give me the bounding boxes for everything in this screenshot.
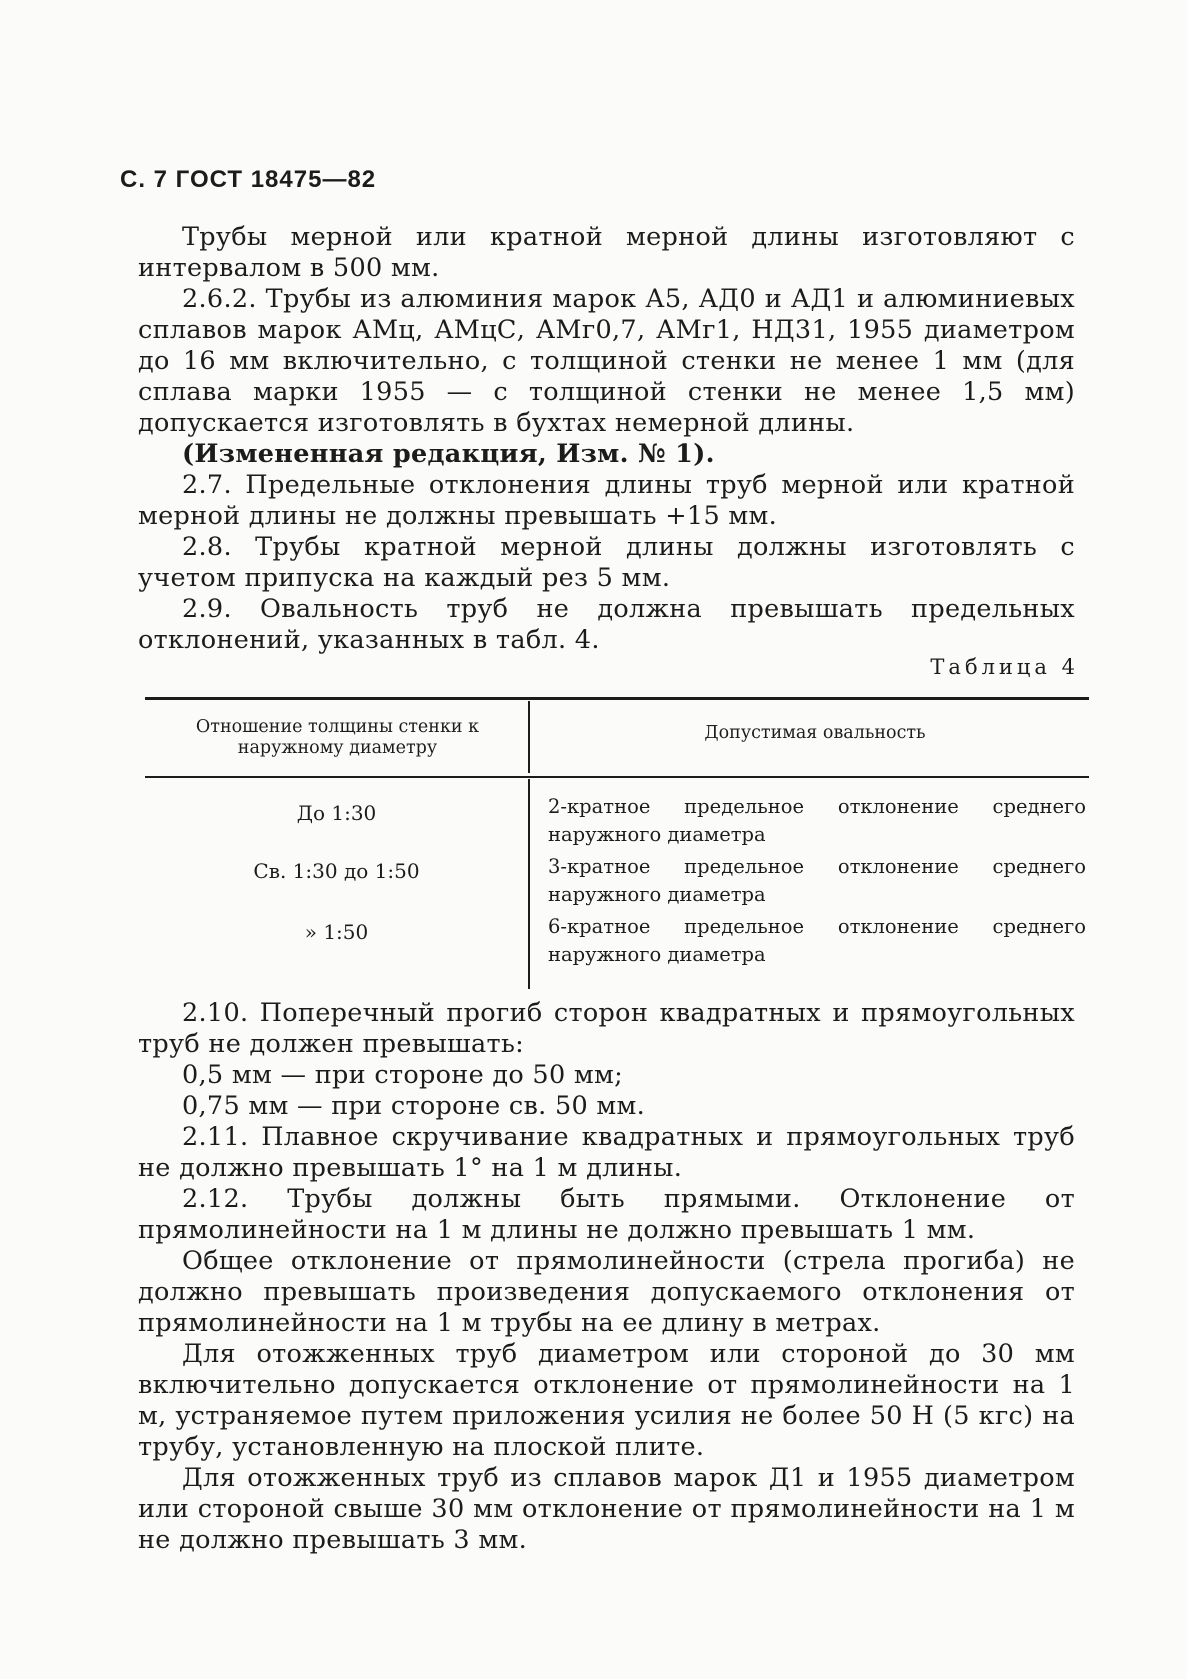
text-block-before-table	[138, 222, 1075, 656]
table-cell-ovality-3: 6-кратное предельное отклонение среднего наружного диаметра	[548, 915, 1086, 966]
paragraph-2-11: 2.11. Плавное скручивание квадратных и прямоугольных труб не должно превышать 1° на 1 м длины.	[138, 1122, 1075, 1183]
paragraph-measured-length: Трубы мерной или кратной мерной длины изготовляют с интервалом в 500 мм.	[138, 222, 1075, 283]
table-cell-ratio-1: До 1:30	[296, 801, 377, 825]
paragraph-2-6-2: 2.6.2. Трубы из алюминия марок А5, АД0 и АД1 и алюминиевых сплавов марок АМц, АМцС, АМг0,7, АМг1, НД31, 1955 диаметром до 16 мм включительно, с толщиной стенки не менее 1 мм (для сплава марки 1955 — с толщиной стенки не менее 1,5 мм) допускается изготовлять в бухтах немерной длины.	[138, 284, 1075, 438]
paragraph-2-10: 2.10. Поперечный прогиб сторон квадратных и прямоугольных труб не должен превышать:	[138, 998, 1075, 1059]
page-header: С. 7 ГОСТ 18475—82	[120, 166, 377, 193]
table-caption: Таблица 4	[930, 655, 1079, 679]
paragraph-annealed-d1-1955: Для отожженных труб из сплавов марок Д1 и 1955 диаметром или стороной свыше 30 мм отклонение от прямолинейности на 1 м не должно превышать 3 мм.	[138, 1463, 1075, 1555]
table-header-divider	[528, 701, 530, 773]
paragraph-deflection-over-50: 0,75 мм — при стороне св. 50 мм.	[182, 1091, 646, 1121]
paragraph-2-8: 2.8. Трубы кратной мерной длины должны изготовлять с учетом припуска на каждый рез 5 мм.	[138, 532, 1075, 593]
ovality-table	[145, 695, 1089, 995]
table-header-rule	[145, 776, 1089, 778]
paragraph-2-9: 2.9. Овальность труб не должна превышать предельных отклонений, указанных в табл. 4.	[138, 594, 1075, 655]
table-cell-ratio-3: » 1:50	[304, 920, 369, 944]
table-cell-ovality-2: 3-кратное предельное отклонение среднего наружного диаметра	[548, 855, 1086, 906]
table-cell-ovality-1: 2-кратное предельное отклонение среднего наружного диаметра	[548, 795, 1086, 846]
paragraph-deflection-50: 0,5 мм — при стороне до 50 мм;	[182, 1060, 624, 1090]
table-header-ratio: Отношение толщины стенки к наружному диаметру	[195, 717, 480, 758]
table-body-divider	[528, 779, 530, 989]
table-top-rule	[145, 697, 1089, 700]
table-cell-ratio-2: Св. 1:30 до 1:50	[253, 859, 420, 883]
text-block-after-table	[138, 998, 1075, 1556]
paragraph-2-12: 2.12. Трубы должны быть прямыми. Отклонение от прямолинейности на 1 м длины не должно превышать 1 мм.	[138, 1184, 1075, 1245]
paragraph-annealed-30mm: Для отожженных труб диаметром или стороной до 30 мм включительно допускается отклонение от прямолинейности на 1 м, устраняемое путем приложения усилия не более 50 Н (5 кгс) на трубу, установленную на плоской плите.	[138, 1339, 1075, 1462]
amendment-note: (Измененная редакция, Изм. № 1).	[182, 439, 715, 469]
paragraph-2-7: 2.7. Предельные отклонения длины труб мерной или кратной мерной длины не должны превышать +15 мм.	[138, 470, 1075, 531]
table-header-ovality: Допустимая овальность	[704, 723, 926, 743]
paragraph-total-deviation: Общее отклонение от прямолинейности (стрела прогиба) не должно превышать произведения допускаемого отклонения от прямолинейности на 1 м трубы на ее длину в метрах.	[138, 1246, 1075, 1338]
